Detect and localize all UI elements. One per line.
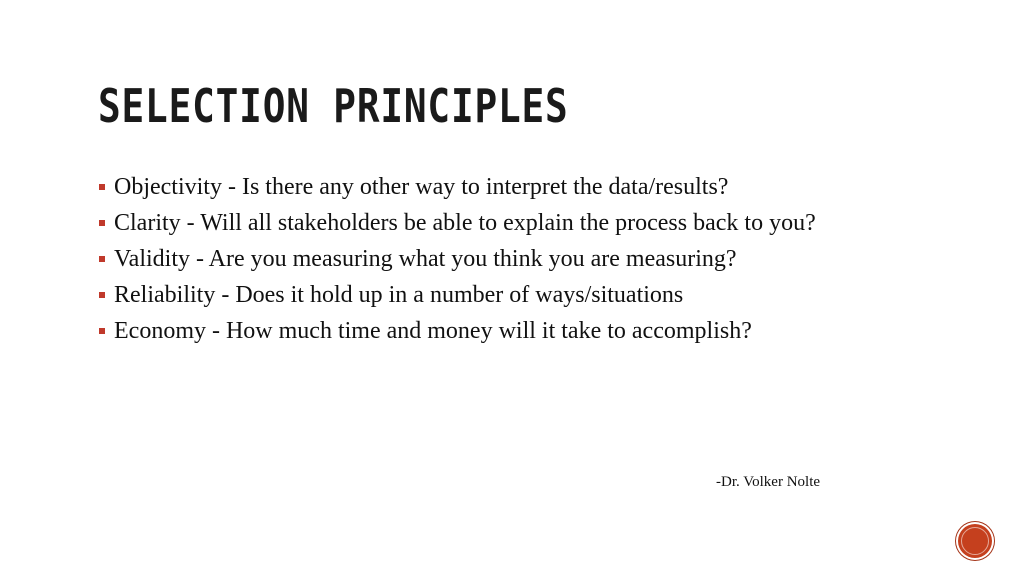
bullet-item	[96, 320, 946, 342]
square-bullet-icon	[99, 328, 105, 334]
bullet-list	[96, 176, 946, 356]
bullet-text: Clarity - Will all stakeholders be able to explain the process back to you?	[114, 210, 816, 236]
bullet-item	[96, 212, 946, 234]
bullet-text: Validity - Are you measuring what you think you are measuring?	[114, 246, 737, 272]
bullet-item	[96, 284, 946, 306]
square-bullet-icon	[99, 292, 105, 298]
square-bullet-icon	[99, 256, 105, 262]
circle-nav-button-icon[interactable]	[956, 522, 994, 560]
square-bullet-icon	[99, 184, 105, 190]
square-bullet-icon	[99, 220, 105, 226]
slide-title: SELECTION PRINCIPLES	[98, 79, 569, 133]
attribution: -Dr. Volker Nolte	[716, 474, 821, 490]
bullet-item	[96, 248, 946, 270]
bullet-text: Reliability - Does it hold up in a number of ways/situations	[114, 282, 684, 308]
bullet-item	[96, 176, 946, 198]
bullet-text: Economy - How much time and money will it take to accomplish?	[114, 318, 752, 344]
nav-button-ring	[961, 527, 989, 555]
bullet-text: Objectivity - Is there any other way to interpret the data/results?	[114, 174, 729, 200]
